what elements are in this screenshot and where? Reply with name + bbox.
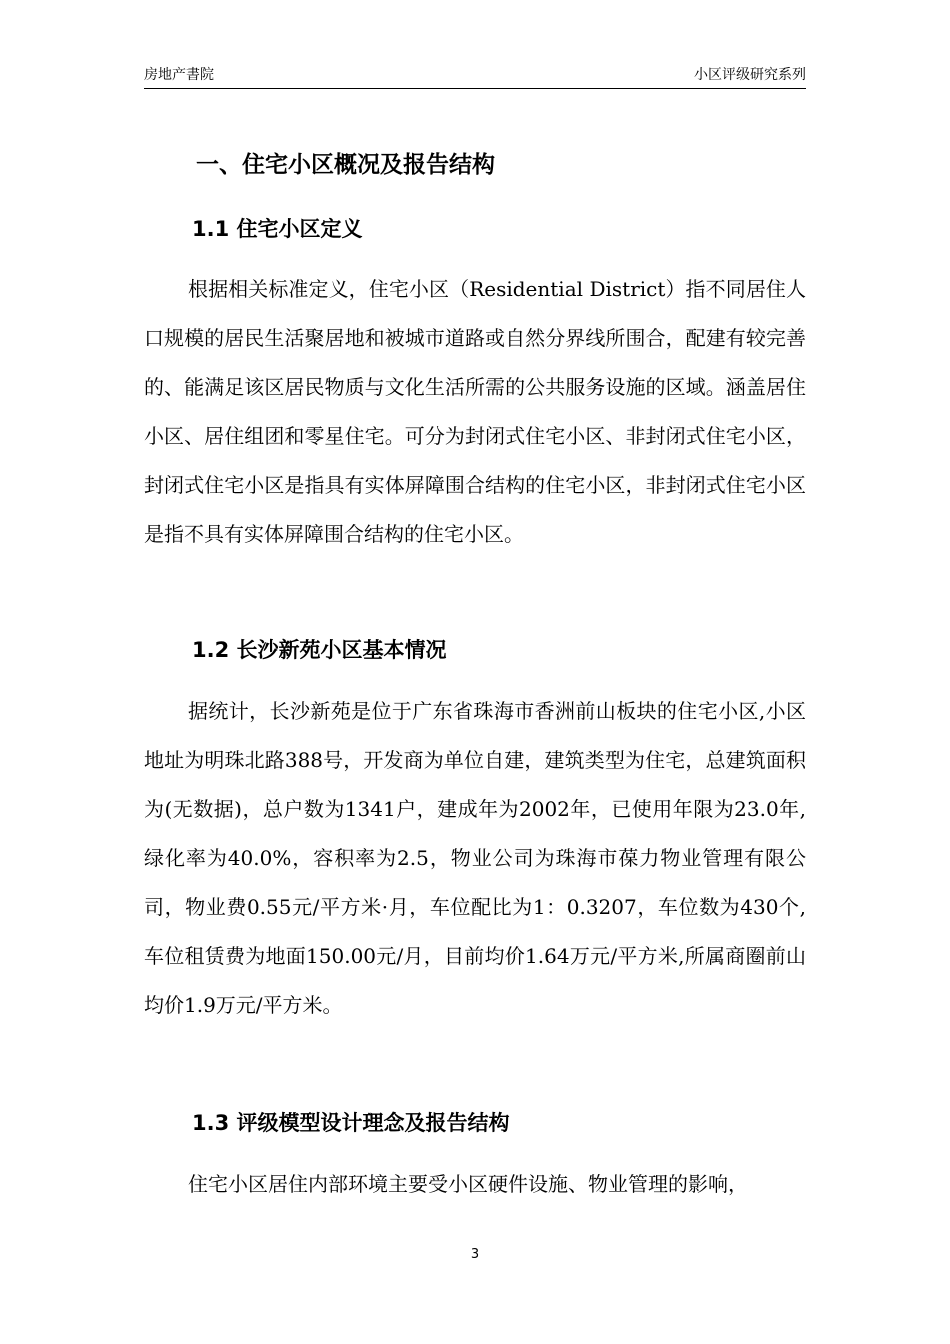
- page-number: 3: [470, 1247, 480, 1262]
- paragraph-1-1: 根据相关标准定义，住宅小区（Residential District）指不同居住人口规模的居民生活聚居地和被城市道路或自然分界线所围合，配建有较完善的、能满足该区居民物质与文化生活所需的公共服务设施的区域。涵盖居住小区、居住组团和零星住宅。可分为封闭式住宅小区、非封闭式住宅小区，封闭式住宅小区是指具有实体屏障围合结构的住宅小区，非封闭式住宅小区是指不具有实体屏障围合结构的住宅小区。: [144, 277, 806, 546]
- heading-1-2: 1.2 长沙新苑小区基本情况: [192, 638, 447, 662]
- paragraph-1-2: 据统计，长沙新苑是位于广东省珠海市香洲前山板块的住宅小区,小区地址为明珠北路388号，开发商为单位自建，建筑类型为住宅，总建筑面积为(无数据)，总户数为1341户，建成年为2002年，已使用年限为23.0年,绿化率为40.0%，容积率为2.5，物业公司为珠海市葆力物业管理有限公司，物业费0.55元/平方米·月，车位配比为1：0.3207，车位数为430个,车位租赁费为地面150.00元/月，目前均价1.64万元/平方米,所属商圈前山均价1.9万元/平方米。: [144, 699, 806, 1017]
- header-right-title: 小区评级研究系列: [694, 67, 806, 83]
- paragraph-1-3: 住宅小区居住内部环境主要受小区硬件设施、物业管理的影响，: [188, 1172, 748, 1196]
- page-header: [144, 60, 806, 89]
- header-left-title: 房地产書院: [144, 67, 214, 83]
- heading-1-3: 1.3 评级模型设计理念及报告结构: [192, 1111, 510, 1135]
- heading-1-1: 1.1 住宅小区定义: [192, 217, 363, 241]
- section-title: 一、住宅小区概况及报告结构: [196, 152, 495, 178]
